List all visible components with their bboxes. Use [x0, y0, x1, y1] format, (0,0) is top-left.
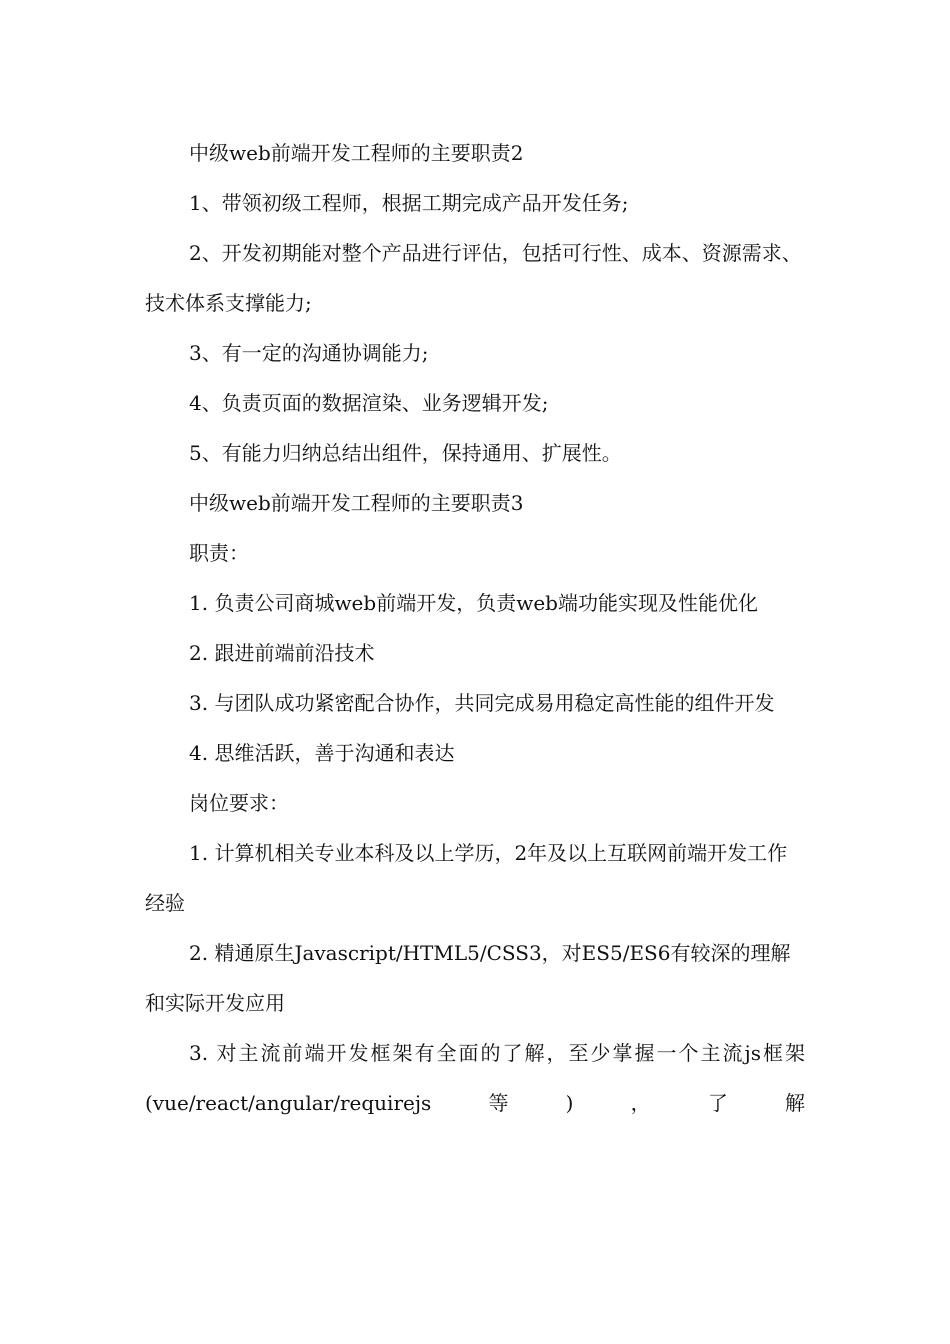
- list-item: 1、带领初级工程师，根据工期完成产品开发任务;: [189, 191, 629, 215]
- list-item: 3. 对主流前端开发框架有全面的了解，至少掌握一个主流js框架(vue/react/angular/requirejs等)，了解: [145, 1041, 805, 1115]
- list-item: 3. 与团队成功紧密配合协作，共同完成易用稳定高性能的组件开发: [189, 691, 775, 715]
- list-item: 2. 跟进前端前沿技术: [189, 641, 375, 665]
- list-item: 2. 精通原生Javascript/HTML5/CSS3，对ES5/ES6有较深的理解和实际开发应用: [145, 941, 791, 1015]
- list-item: 3、有一定的沟通协调能力;: [189, 341, 429, 365]
- section-heading: 中级web前端开发工程师的主要职责2: [189, 141, 524, 165]
- list-item: 4、负责页面的数据渲染、业务逻辑开发;: [189, 391, 549, 415]
- list-item: 5、有能力归纳总结出组件，保持通用、扩展性。: [189, 441, 622, 465]
- list-item: 1. 负责公司商城web前端开发，负责web端功能实现及性能优化: [189, 591, 758, 615]
- subheading: 岗位要求：: [189, 791, 289, 815]
- section-heading: 中级web前端开发工程师的主要职责3: [189, 491, 524, 515]
- list-item: 1. 计算机相关专业本科及以上学历，2年及以上互联网前端开发工作经验: [145, 841, 788, 915]
- list-item: 4. 思维活跃，善于沟通和表达: [189, 741, 455, 765]
- list-item: 2、开发初期能对整个产品进行评估，包括可行性、成本、资源需求、技术体系支撑能力;: [145, 241, 802, 315]
- subheading: 职责：: [189, 541, 249, 565]
- document-body: [145, 128, 805, 1128]
